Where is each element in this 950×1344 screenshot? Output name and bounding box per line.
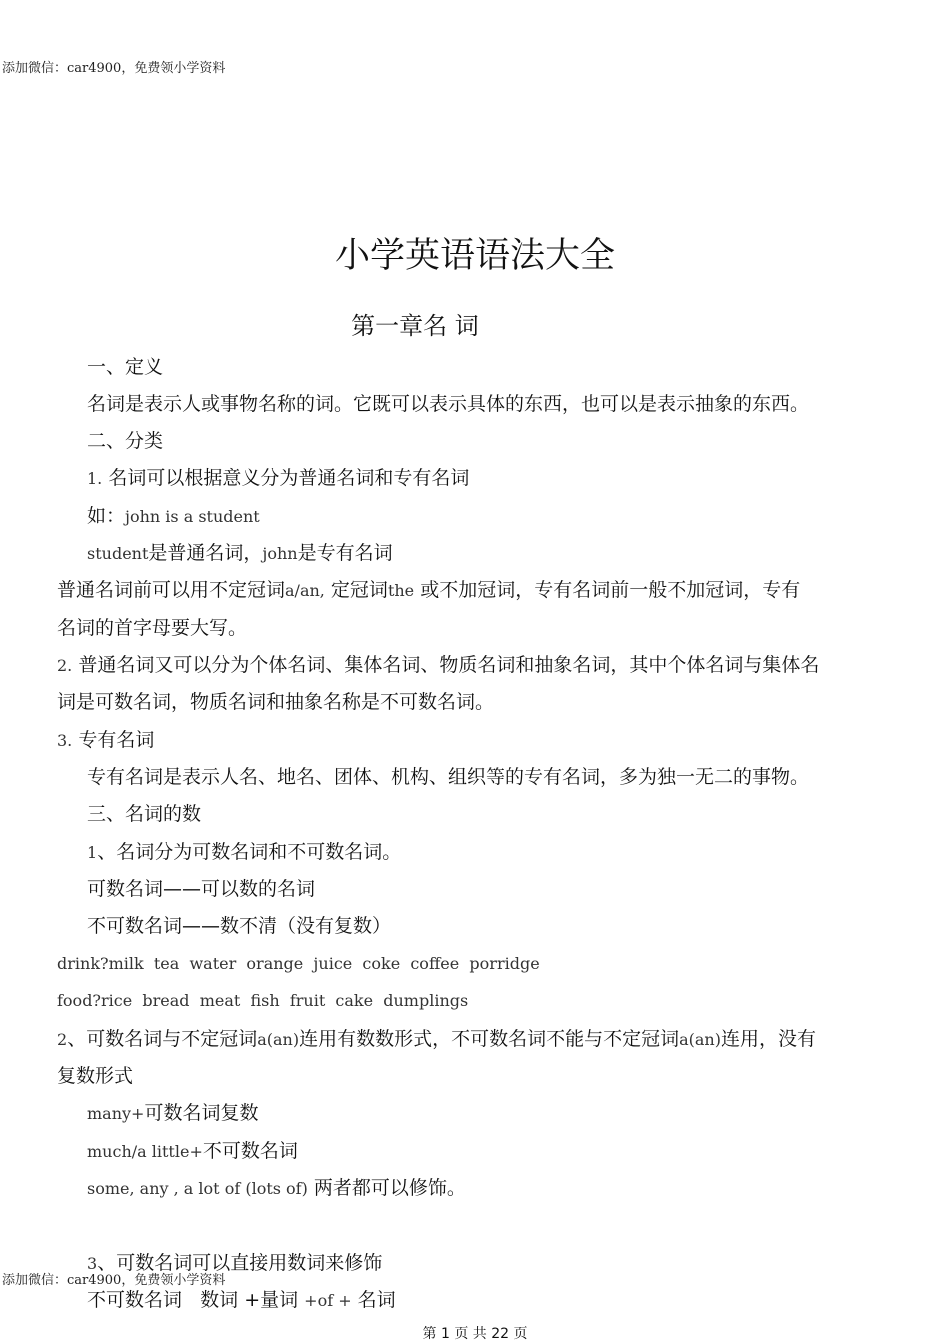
text-run: +of + xyxy=(304,1291,352,1310)
proper-noun-description: 专有名词是表示人名、地名、团体、机构、组织等的专有名词，多为独一无二的事物。 xyxy=(87,766,810,788)
text-run: 定冠词 xyxy=(330,579,388,601)
item-number: 2 xyxy=(57,1030,68,1049)
text-run: 连用，没有 xyxy=(720,1028,816,1050)
item-number: 3 xyxy=(87,1254,98,1273)
item-number: 1 xyxy=(87,843,98,862)
some-rule xyxy=(87,1176,466,1201)
watermark-top: 添加微信：car4900，免费领小学资料 xyxy=(2,61,226,76)
number-item-2 xyxy=(57,1027,816,1052)
footer-text: 第 xyxy=(422,1326,437,1342)
item-text: 、名词分为可数名词和不可数名词。 xyxy=(97,841,402,863)
many-rule xyxy=(87,1101,258,1126)
text-run: 不可数名词 xyxy=(87,1289,183,1311)
text-run: many+ xyxy=(87,1104,145,1123)
section-heading-definition: 一、定义 xyxy=(87,356,164,378)
page-number: 1 xyxy=(440,1326,450,1342)
text-run: a/an, xyxy=(285,581,325,600)
countable-definition: 可数名词——可以数的名词 xyxy=(87,878,316,900)
watermark-bottom: 添加微信：car4900，免费领小学资料 xyxy=(2,1273,226,1288)
text-run: the xyxy=(387,581,415,600)
text-run: 普通名词前可以用不定冠词 xyxy=(57,579,286,601)
item-text: 普通名词又可以分为个体名词、集体名词、物质名词和抽象名词，其中个体名词与集体名 xyxy=(78,654,820,676)
text-run: 或不加冠词，专有名词前一般不加冠词，专有 xyxy=(420,579,801,601)
document-title: 小学英语语法大全 xyxy=(334,236,615,276)
example-prefix: 如： xyxy=(87,505,126,527)
item-number: 2. xyxy=(57,656,73,675)
chapter-heading: 第一章名 词 xyxy=(351,312,479,340)
item-text: 名词可以根据意义分为普通名词和专有名词 xyxy=(108,467,470,489)
text-run: some, any , a lot of (lots of) xyxy=(87,1179,308,1198)
example-text: 是专有名词 xyxy=(297,542,393,564)
example-word-john: john xyxy=(262,544,298,563)
number-item-1 xyxy=(87,840,401,865)
text-run: 名词 xyxy=(357,1289,396,1311)
example-text: 是普通名词， xyxy=(148,542,263,564)
item-text: 专有名词 xyxy=(78,729,155,751)
text-run: much/a little+ xyxy=(87,1142,203,1161)
paragraph-article-usage xyxy=(57,578,800,603)
section-heading-number: 三、名词的数 xyxy=(87,803,202,825)
paragraph-article-usage-line2: 名词的首字母要大写。 xyxy=(57,617,248,639)
uncountable-definition: 不可数名词——数不清（没有复数） xyxy=(87,915,392,937)
classification-item-3 xyxy=(57,728,154,753)
item-number: 1. xyxy=(87,469,103,488)
text-run: a(an) xyxy=(257,1030,300,1049)
text-run: 不可数名词 xyxy=(202,1140,298,1162)
item-number: 3. xyxy=(57,731,73,750)
text-run: a(an) xyxy=(679,1030,721,1049)
much-rule xyxy=(87,1139,298,1164)
food-examples: food?rice bread meat fish fruit cake dumplings xyxy=(57,991,469,1010)
item-text: 、可数名词可以直接用数词来修饰 xyxy=(97,1252,383,1274)
footer-text: 页 xyxy=(513,1326,528,1342)
page-footer xyxy=(0,1323,950,1343)
text-run: 数词 xyxy=(200,1289,239,1311)
text-run: +量词 xyxy=(244,1289,299,1311)
definition-text: 名词是表示人或事物名称的词。它既可以表示具体的东西，也可以是表示抽象的东西。 xyxy=(87,393,810,415)
text-run: 、可数名词与不定冠词 xyxy=(67,1028,258,1050)
classification-item-2-line2: 词是可数名词，物质名词和抽象名称是不可数名词。 xyxy=(57,691,495,713)
example-explanation xyxy=(87,541,393,566)
classification-item-1 xyxy=(87,466,469,491)
text-run: 连用有数数形式，不可数名词不能与不定冠词 xyxy=(299,1028,680,1050)
example-line xyxy=(87,504,260,529)
number-item-2-line2: 复数形式 xyxy=(57,1065,134,1087)
classification-item-2 xyxy=(57,653,819,678)
example-word-student: student xyxy=(87,544,149,563)
page-total: 22 xyxy=(491,1326,510,1342)
text-run: 可数名词复数 xyxy=(144,1102,259,1124)
footer-text: 页 共 xyxy=(454,1326,487,1342)
example-sentence: john is a student xyxy=(125,507,260,526)
text-run: 两者都可以修饰。 xyxy=(313,1177,466,1199)
uncountable-measure-rule xyxy=(87,1288,396,1313)
section-heading-classification: 二、分类 xyxy=(87,430,164,452)
drink-examples: drink?milk tea water orange juice coke coffee porridge xyxy=(57,954,540,973)
